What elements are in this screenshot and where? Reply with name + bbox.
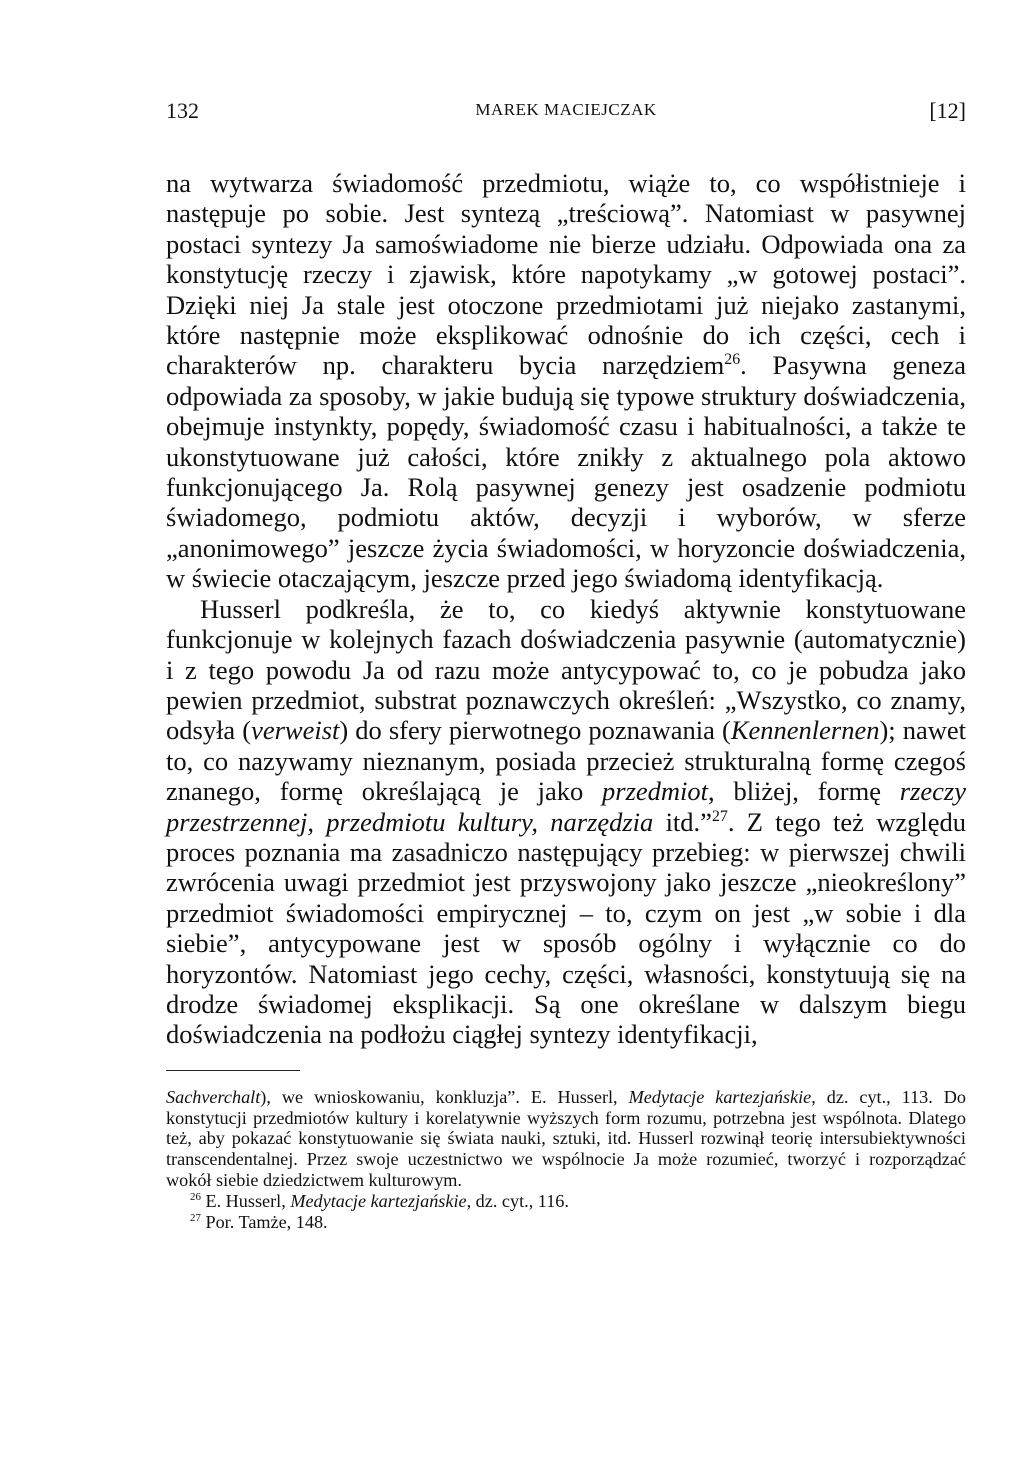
paragraph-1: na wytwarza świadomość przedmiotu, wiąże to, co współistnieje i następuje po sobie. Jest syntezą „treściową”. Natomiast w pasywnej postaci syntezy Ja samoświadome nie bierze udziału. Odpowiada ona za konstytucję rzeczy i zjawisk, które napotykamy „w gotowej postaci”. Dzięki niej Ja stale jest otoczone przedmiotami już niejako zastanymi, które następnie może eksplikować odnośnie do ich części, cech i charakterów np. charakteru bycia narzędziem$^{26}$. Pasywna geneza odpowiada za sposoby, w jakie budują się typowe struktury doświadczenia, obejmuje instynkty, popędy, świadomość czasu i habitualności, a także te ukonstytuowane już całości, które znikły z aktualnego pola aktowo funkcjonującego Ja. Rolą pasywnej genezy jest osadzenie podmiotu świadomego, podmiotu aktów, decyzji i wyborów, w sferze „anonimowego” jeszcze życia świadomości, w horyzoncie doświadczenia, w świecie otaczającym, jeszcze przed jego świadomą identyfikacją.: [166, 168, 966, 594]
footnote-26: $^{26}$ E. Husserl, Medytacje kartezjańskie, dz. cyt., 116.: [190, 1190, 569, 1211]
footnote-continuation: Sachverchalt), we wnioskowaniu, konkluzja”. E. Husserl, Medytacje kartezjańskie, dz. cyt., 113. Do konstytucji przedmiotów kultury i korelatywnie wyższych form rozumu, potrzebna jest wspólnota. Dlatego też, aby pokazać konstytuowanie się świata nauki, sztuki, itd. Husserl rozwinął teorię intersubiektywności transcendentalnej. Przez swoje uczestnictwo we wspólnocie Ja może rozumieć, tworzyć i rozporządzać wokół siebie dziedzictwem kulturowym.: [166, 1086, 966, 1190]
section-number: [12]: [929, 98, 966, 123]
running-title: MAREK MACIEJCZAK: [475, 100, 657, 119]
page-number: 132: [166, 98, 199, 123]
footnote-rule: [166, 1070, 300, 1071]
footnotes: [166, 1087, 966, 1233]
footnote-ref-26: 26: [724, 351, 741, 369]
paragraph-2: Husserl podkreśla, że to, co kiedyś aktywnie konstytuowane funkcjonuje w kolejnych fazach doświadczenia pasywnie (automatycznie) i z tego powodu Ja od razu może antycypować to, co je pobudza jako pewien przedmiot, substrat poznawczych określeń: „Wszystko, co znamy, odsyła (verweist) do sfery pierwotnego poznawania (Kennenlernen); nawet to, co nazywamy nieznanym, posiada przecież strukturalną formę czegoś znanego, formę określającą je jako przedmiot, bliżej, formę rzeczy przestrzennej, przedmiotu kultury, narzędzia itd.”$^{27}$. Z tego też względu proces poznania ma zasadniczo następujący przebieg: w pierwszej chwili zwrócenia uwagi przedmiot jest przyswojony jako jeszcze „nieokreślony” przedmiot świadomości empirycznej – to, czym on jest „w sobie i dla siebie”, antycypowane jest w sposób ogólny i wyłącznie co do horyzontów. Natomiast jego cechy, części, własności, konstytuują się na drodze świadomej eksplikacji. Są one określane w dalszym biegu doświadczenia na podłożu ciągłej syntezy identyfikacji,: [166, 593, 967, 1050]
footnote-27: $^{27}$ Por. Tamże, 148.: [190, 1211, 328, 1232]
footnote-ref-27: 27: [711, 807, 728, 825]
page-header: [166, 98, 966, 134]
page: [166, 98, 966, 1232]
main-text: [166, 168, 966, 1050]
